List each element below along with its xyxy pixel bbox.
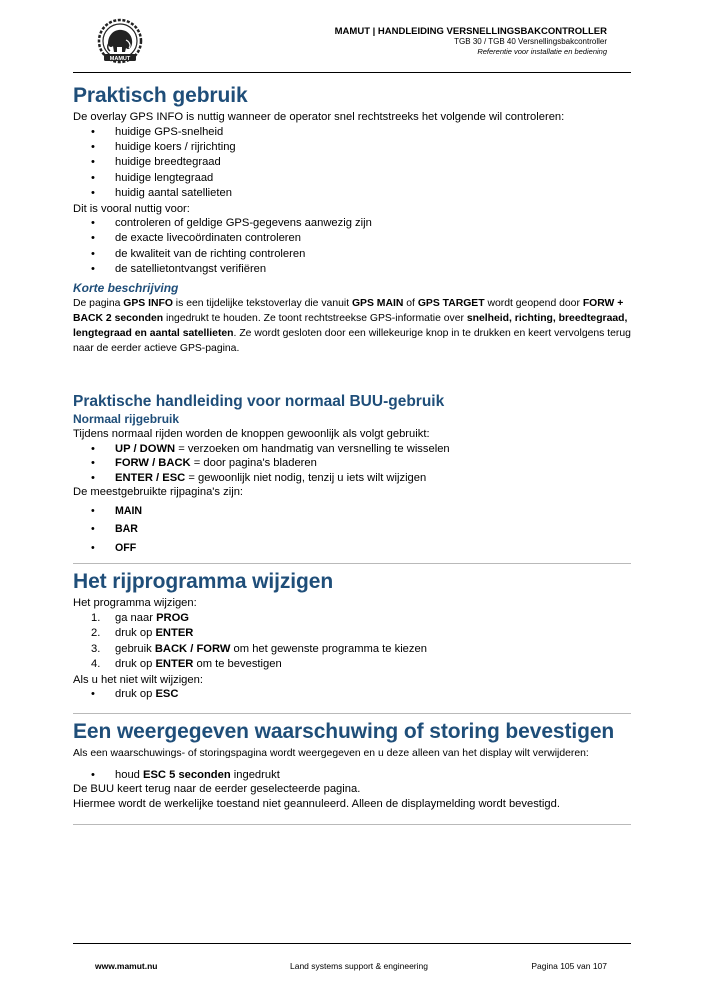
program-steps-list: [73, 611, 631, 673]
header-subtitle-italic: Referentie voor installatie en bediening: [477, 47, 607, 56]
divider: [73, 824, 631, 825]
subheading-korte-beschrijving: Korte beschrijving: [73, 280, 179, 295]
list-item: • houd ESC 5 seconden ingedrukt: [73, 768, 631, 783]
list-item: • BAR: [73, 520, 631, 539]
footer-company: Land systems support & engineering: [290, 961, 428, 971]
short-description: De pagina GPS INFO is een tijdelijke tekstoverlay die vanuit GPS MAIN of GPS TARGET wordt geopend door FORW + BACK 2 seconden ingedrukt te houden. Ze toont rechtstreekse GPS-informatie over snelheid, richting, breedtegraad, lengtegraad en aantal satellieten. Ze wordt gesloten door een willekeurige knop in te drukken en keert vervolgens terug naar de eerder actieve GPS-pagina.: [73, 297, 631, 355]
warning-result-text: De BUU keert terug naar de eerder geselecteerde pagina.: [73, 783, 361, 796]
list-item: • de kwaliteit van de richting controleren: [73, 247, 631, 262]
section-title-buu-gebruik: Praktische handleiding voor normaal BUU-gebruik: [73, 393, 445, 411]
list-item: • de satellietontvangst verifiëren: [73, 262, 631, 277]
list-item: • huidige lengtegraad: [73, 171, 631, 186]
header-title: MAMUT | HANDLEIDING VERSNELLINGSBAKCONTROLLER: [334, 26, 607, 37]
divider: [73, 713, 631, 714]
document-page: [73, 0, 631, 995]
header-subtitle: TGB 30 / TGB 40 Versnellingsbakcontroller: [454, 37, 607, 46]
divider: [73, 563, 631, 564]
list-item: • OFF: [73, 539, 631, 558]
list-item: • UP / DOWN = verzoeken om handmatig van versnelling te wisselen: [73, 442, 631, 457]
gps-info-intro: De overlay GPS INFO is nuttig wanneer de operator snel rechtstreeks het volgende wil controleren:: [73, 111, 565, 123]
section-title-praktisch-gebruik: Praktisch gebruik: [73, 84, 248, 107]
header-text: [335, 26, 607, 57]
list-item: • huidige breedtegraad: [73, 155, 631, 170]
no-change-text: Als u het niet wilt wijzigen:: [73, 673, 203, 686]
page-header: [73, 14, 631, 73]
no-change-list: [73, 687, 631, 702]
page-content: [73, 82, 631, 825]
list-item: 2. druk op ENTER: [91, 627, 194, 640]
driving-pages-intro: De meestgebruikte rijpagina's zijn:: [73, 486, 244, 499]
useful-for-list: [73, 216, 631, 278]
footer-website: www.mamut.nu: [95, 961, 158, 971]
buttons-usage-list: [73, 442, 631, 486]
list-item: • FORW / BACK = door pagina's bladeren: [73, 456, 631, 471]
section-title-waarschuwing: Een weergegeven waarschuwing of storing bevestigen: [73, 719, 615, 743]
buttons-intro: Tijdens normaal rijden worden de knoppen gewoonlijk als volgt gebruikt:: [73, 428, 430, 441]
list-item: • huidig aantal satellieten: [73, 186, 631, 201]
section-title-rijprogramma: Het rijprogramma wijzigen: [73, 570, 334, 594]
list-item: 3. gebruik BACK / FORW om het gewenste programma te kiezen: [91, 642, 427, 655]
list-item: 4. druk op ENTER om te bevestigen: [91, 658, 282, 671]
list-item: • MAIN: [73, 502, 631, 521]
program-intro: Het programma wijzigen:: [73, 597, 197, 610]
list-item: • druk op ESC: [73, 687, 631, 702]
list-item: 1. ga naar PROG: [91, 611, 190, 624]
list-item: • controleren of geldige GPS-gegevens aanwezig zijn: [73, 216, 631, 231]
gps-info-items-list: [73, 125, 631, 202]
footer-page-number: Pagina 105 van 107: [531, 961, 607, 971]
svg-text:MAMUT: MAMUT: [109, 56, 131, 62]
warning-note-text: Hiermee wordt de werkelijke toestand niet geannuleerd. Alleen de displaymelding wordt bevestigd.: [73, 797, 560, 810]
list-item: • huidige GPS-snelheid: [73, 125, 631, 140]
warning-steps-list: [73, 768, 631, 783]
useful-for-text: Dit is vooral nuttig voor:: [73, 202, 190, 215]
page-footer: [73, 943, 631, 984]
subheading-normaal-rijgebruik: Normaal rijgebruik: [73, 412, 180, 427]
mamut-logo-icon: [95, 18, 145, 66]
list-item: • de exacte livecoördinaten controleren: [73, 231, 631, 246]
driving-pages-list: [73, 502, 631, 558]
list-item: • ENTER / ESC = gewoonlijk niet nodig, tenzij u iets wilt wijzigen: [73, 471, 631, 486]
list-item: • huidige koers / rijrichting: [73, 140, 631, 155]
warning-intro: Als een waarschuwings- of storingspagina wordt weergegeven en u deze alleen van het display wilt verwijderen:: [73, 747, 589, 759]
